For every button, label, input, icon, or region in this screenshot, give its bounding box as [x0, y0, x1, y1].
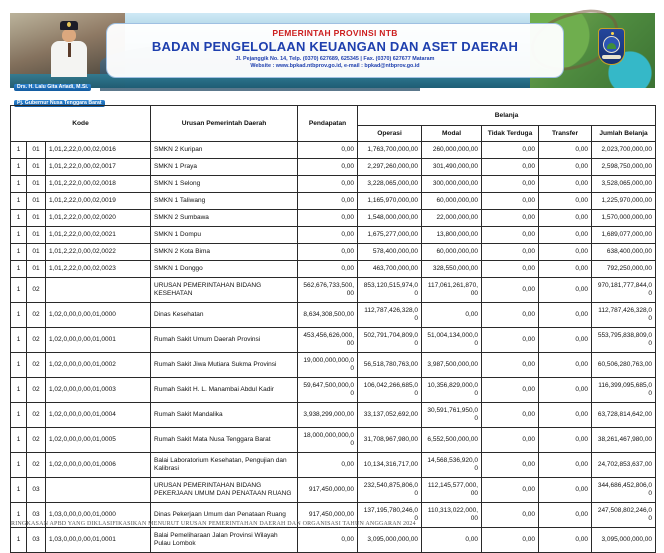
cell-tidak-terduga: 0,00: [482, 159, 539, 176]
cell-pendapatan: 917,450,000,00: [298, 503, 358, 528]
cell-bidang: 02: [27, 353, 46, 378]
governor-name: Drs. H. Lalu Gita Ariadi, M.Si.: [14, 84, 91, 91]
cell-bidang: 02: [27, 303, 46, 328]
cell-kode: 1,01,2,22,0,00,02,0023: [46, 261, 151, 278]
cell-pendapatan: 0,00: [298, 159, 358, 176]
portrait-tie: [68, 43, 71, 57]
table-row: [11, 176, 656, 193]
cell-tidak-terduga: 0,00: [482, 378, 539, 403]
cell-kode: 1,01,2,22,0,00,02,0022: [46, 244, 151, 261]
cell-jumlah-belanja: 1,689,077,000,00: [592, 227, 656, 244]
table-row: [11, 142, 656, 159]
cell-jumlah-belanja: 38,261,467,980,00: [592, 428, 656, 453]
cell-jumlah-belanja: 970,181,777,844,00: [592, 278, 656, 303]
cell-pendapatan: 562,676,733,500,00: [298, 278, 358, 303]
cell-kode: 1,02,0,00,0,00,01,0002: [46, 353, 151, 378]
emblem-dome: [607, 43, 616, 49]
table-row: [11, 403, 656, 428]
cell-modal: 328,550,000,00: [422, 261, 482, 278]
cell-no: 1: [11, 403, 27, 428]
agency-website: Website : www.bpkad.ntbprov.go.id, e-mail : bpkad@ntbprov.go.id: [250, 63, 420, 69]
cell-modal: 6,552,500,000,00: [422, 428, 482, 453]
cell-kode: 1,01,2,22,0,00,02,0020: [46, 210, 151, 227]
cell-kode: 1,01,2,22,0,00,02,0018: [46, 176, 151, 193]
header-pendapatan: Pendapatan: [298, 106, 358, 142]
cell-bidang: 01: [27, 244, 46, 261]
cell-operasi: 137,195,780,246,00: [358, 503, 422, 528]
agency-address: Jl. Pejanggik No. 14, Telp. (0370) 627689, 625345 | Fax. (0370) 627677 Mataram: [235, 56, 435, 62]
cell-operasi: 56,518,780,763,00: [358, 353, 422, 378]
cell-kode: 1,01,2,22,0,00,02,0021: [46, 227, 151, 244]
emblem-scroll: [602, 55, 621, 59]
cell-jumlah-belanja: 1,570,000,000,00: [592, 210, 656, 227]
cell-bidang: 02: [27, 453, 46, 478]
cell-no: 1: [11, 528, 27, 553]
cell-kode: 1,01,2,22,0,00,02,0017: [46, 159, 151, 176]
cell-no: 1: [11, 378, 27, 403]
cell-transfer: 0,00: [539, 278, 592, 303]
cell-tidak-terduga: 0,00: [482, 403, 539, 428]
cell-operasi: 112,787,426,328,00: [358, 303, 422, 328]
cell-transfer: 0,00: [539, 142, 592, 159]
table-row-section: [11, 278, 656, 303]
table-body: [11, 142, 656, 553]
cell-transfer: 0,00: [539, 210, 592, 227]
cell-tidak-terduga: 0,00: [482, 328, 539, 353]
cell-jumlah-belanja: 2,023,700,000,00: [592, 142, 656, 159]
cell-kode: 1,02,0,00,0,00,01,0005: [46, 428, 151, 453]
cell-kode: 1,02,0,00,0,00,01,0006: [46, 453, 151, 478]
cell-modal: 10,356,829,000,00: [422, 378, 482, 403]
table-row: [11, 227, 656, 244]
table-row: [11, 378, 656, 403]
table-row: [11, 528, 656, 553]
cell-urusan: SMKN 2 Sumbawa: [151, 210, 298, 227]
cell-operasi: 1,675,277,000,00: [358, 227, 422, 244]
cell-transfer: 0,00: [539, 378, 592, 403]
cell-operasi: 578,400,000,00: [358, 244, 422, 261]
cell-pendapatan: 59,647,500,000,00: [298, 378, 358, 403]
cell-bidang: 01: [27, 227, 46, 244]
province-title: PEMERINTAH PROVINSI NTB: [272, 28, 398, 38]
cell-urusan: URUSAN PEMERINTAHAN BIDANG KESEHATAN: [151, 278, 298, 303]
cell-operasi: 1,763,700,000,00: [358, 142, 422, 159]
cell-transfer: 0,00: [539, 176, 592, 193]
cell-bidang: 01: [27, 142, 46, 159]
table-row-section: [11, 478, 656, 503]
cell-urusan: Dinas Kesehatan: [151, 303, 298, 328]
cell-pendapatan: 0,00: [298, 176, 358, 193]
cell-transfer: 0,00: [539, 478, 592, 503]
cell-operasi: 2,297,260,000,00: [358, 159, 422, 176]
cell-jumlah-belanja: 792,250,000,00: [592, 261, 656, 278]
cell-operasi: 31,708,967,980,00: [358, 428, 422, 453]
cell-bidang: 03: [27, 528, 46, 553]
cell-no: 1: [11, 227, 27, 244]
cell-tidak-terduga: 0,00: [482, 193, 539, 210]
cell-jumlah-belanja: 344,686,452,806,00: [592, 478, 656, 503]
cell-jumlah-belanja: 112,787,426,328,00: [592, 303, 656, 328]
cell-modal: 260,000,000,00: [422, 142, 482, 159]
cell-pendapatan: 0,00: [298, 261, 358, 278]
portrait-cap-badge-icon: [67, 22, 71, 27]
cell-urusan: URUSAN PEMERINTAHAN BIDANG PEKERJAAN UMUM DAN PENATAAN RUANG: [151, 478, 298, 503]
cell-no: 1: [11, 428, 27, 453]
cell-transfer: 0,00: [539, 159, 592, 176]
cell-kode: 1,02,0,00,0,00,01,0003: [46, 378, 151, 403]
cell-modal: 112,145,577,000,00: [422, 478, 482, 503]
cell-urusan: Rumah Sakit Mandalika: [151, 403, 298, 428]
cell-no: 1: [11, 244, 27, 261]
cell-bidang: 02: [27, 428, 46, 453]
cell-jumlah-belanja: 2,598,750,000,00: [592, 159, 656, 176]
cell-urusan: Rumah Sakit Jiwa Mutiara Sukma Provinsi: [151, 353, 298, 378]
cell-bidang: 01: [27, 261, 46, 278]
cell-transfer: 0,00: [539, 503, 592, 528]
cell-kode: 1,03,0,00,0,00,01,0000: [46, 503, 151, 528]
cell-transfer: 0,00: [539, 303, 592, 328]
cell-bidang: 03: [27, 478, 46, 503]
table-row: [11, 453, 656, 478]
cell-tidak-terduga: 0,00: [482, 176, 539, 193]
portrait-face: [62, 29, 76, 42]
governor-portrait: [34, 19, 104, 77]
table-row: [11, 303, 656, 328]
governor-title: Pj. Gubernur Nusa Tenggara Barat: [14, 100, 105, 107]
letterhead-plate: [106, 23, 564, 78]
cell-modal: 117,061,261,870,00: [422, 278, 482, 303]
cell-no: 1: [11, 193, 27, 210]
cell-no: 1: [11, 478, 27, 503]
cell-jumlah-belanja: 1,225,970,000,00: [592, 193, 656, 210]
cell-jumlah-belanja: 638,400,000,00: [592, 244, 656, 261]
cell-kode: [46, 478, 151, 503]
cell-operasi: 3,228,065,000,00: [358, 176, 422, 193]
cell-operasi: 33,137,052,692,00: [358, 403, 422, 428]
cell-urusan: Balai Laboratorium Kesehatan, Pengujian dan Kalibrasi: [151, 453, 298, 478]
header-modal: Modal: [422, 126, 482, 142]
cell-modal: 22,000,000,00: [422, 210, 482, 227]
cell-operasi: 1,165,970,000,00: [358, 193, 422, 210]
cell-modal: 110,313,022,000,00: [422, 503, 482, 528]
cell-modal: 301,490,000,00: [422, 159, 482, 176]
cell-no: 1: [11, 503, 27, 528]
cell-kode: 1,03,0,00,0,00,01,0001: [46, 528, 151, 553]
cell-operasi: 10,134,316,717,00: [358, 453, 422, 478]
cell-pendapatan: 3,938,299,000,00: [298, 403, 358, 428]
budget-table: [10, 105, 656, 553]
cell-kode: [46, 278, 151, 303]
governor-caption: [14, 76, 164, 108]
cell-pendapatan: 0,00: [298, 210, 358, 227]
cell-modal: 13,800,000,00: [422, 227, 482, 244]
cell-transfer: 0,00: [539, 261, 592, 278]
ntb-emblem-icon: [598, 28, 625, 65]
letterhead-banner: [10, 13, 655, 107]
cell-operasi: 232,540,875,806,00: [358, 478, 422, 503]
cell-no: 1: [11, 210, 27, 227]
agency-title: BADAN PENGELOLAAN KEUANGAN DAN ASET DAERAH: [151, 39, 519, 54]
table-row: [11, 328, 656, 353]
cell-urusan: Balai Pemeliharaan Jalan Provinsi Wilayah Pulau Lombok: [151, 528, 298, 553]
cell-operasi: 3,095,000,000,00: [358, 528, 422, 553]
cell-no: 1: [11, 142, 27, 159]
cell-jumlah-belanja: 60,506,280,763,00: [592, 353, 656, 378]
cell-pendapatan: 0,00: [298, 227, 358, 244]
cell-tidak-terduga: 0,00: [482, 503, 539, 528]
cell-no: 1: [11, 261, 27, 278]
cell-urusan: SMKN 1 Taliwang: [151, 193, 298, 210]
cell-pendapatan: 453,456,626,000,00: [298, 328, 358, 353]
footer-note: RINGKASAN APBD YANG DIKLASIFIKASIKAN MENURUT URUSAN PEMERINTAHAN DAERAH DAN ORGANISASI TAHUN ANGGARAN 2024: [11, 521, 416, 527]
cell-operasi: 853,120,515,974,00: [358, 278, 422, 303]
cell-urusan: SMKN 2 Kuripan: [151, 142, 298, 159]
cell-no: 1: [11, 176, 27, 193]
cell-jumlah-belanja: 3,095,000,000,00: [592, 528, 656, 553]
cell-modal: 60,000,000,00: [422, 244, 482, 261]
cell-tidak-terduga: 0,00: [482, 303, 539, 328]
cell-modal: 51,004,134,000,00: [422, 328, 482, 353]
cell-transfer: 0,00: [539, 453, 592, 478]
cell-tidak-terduga: 0,00: [482, 261, 539, 278]
cell-jumlah-belanja: 116,399,095,685,00: [592, 378, 656, 403]
header-tidak-terduga: Tidak Terduga: [482, 126, 539, 142]
cell-kode: 1,01,2,22,0,00,02,0019: [46, 193, 151, 210]
cell-pendapatan: 0,00: [298, 193, 358, 210]
cell-no: 1: [11, 278, 27, 303]
cell-tidak-terduga: 0,00: [482, 244, 539, 261]
cell-urusan: Dinas Pekerjaan Umum dan Penataan Ruang: [151, 503, 298, 528]
table-row: [11, 261, 656, 278]
table-row: [11, 428, 656, 453]
cell-kode: 1,02,0,00,0,00,01,0000: [46, 303, 151, 328]
cell-jumlah-belanja: 63,728,814,642,00: [592, 403, 656, 428]
cell-jumlah-belanja: 3,528,065,000,00: [592, 176, 656, 193]
cell-tidak-terduga: 0,00: [482, 453, 539, 478]
cell-urusan: SMKN 1 Praya: [151, 159, 298, 176]
table-row: [11, 193, 656, 210]
cell-transfer: 0,00: [539, 353, 592, 378]
cell-bidang: 01: [27, 176, 46, 193]
cell-kode: 1,02,0,00,0,00,01,0004: [46, 403, 151, 428]
cell-tidak-terduga: 0,00: [482, 478, 539, 503]
cell-pendapatan: 0,00: [298, 528, 358, 553]
cell-pendapatan: 917,450,000,00: [298, 478, 358, 503]
emblem-star: [611, 32, 614, 35]
cell-tidak-terduga: 0,00: [482, 278, 539, 303]
cell-tidak-terduga: 0,00: [482, 528, 539, 553]
cell-urusan: SMKN 1 Donggo: [151, 261, 298, 278]
cell-no: 1: [11, 159, 27, 176]
cell-jumlah-belanja: 247,508,802,246,00: [592, 503, 656, 528]
cell-modal: 3,987,500,000,00: [422, 353, 482, 378]
header-belanja: Belanja: [358, 106, 656, 126]
cell-pendapatan: 18,000,000,000,00: [298, 428, 358, 453]
cell-modal: 60,000,000,00: [422, 193, 482, 210]
cell-bidang: 02: [27, 328, 46, 353]
header-urusan: Urusan Pemerintah Daerah: [151, 106, 298, 142]
header-jumlah-belanja: Jumlah Belanja: [592, 126, 656, 142]
cell-transfer: 0,00: [539, 227, 592, 244]
cell-pendapatan: 0,00: [298, 244, 358, 261]
cell-modal: 300,000,000,00: [422, 176, 482, 193]
cell-no: 1: [11, 328, 27, 353]
cell-operasi: 106,042,266,685,00: [358, 378, 422, 403]
cell-modal: 14,568,536,920,00: [422, 453, 482, 478]
cell-pendapatan: 19,000,000,000,00: [298, 353, 358, 378]
cell-urusan: Rumah Sakit H. L. Manambai Abdul Kadir: [151, 378, 298, 403]
cell-modal: 0,00: [422, 303, 482, 328]
cell-jumlah-belanja: 553,795,838,809,00: [592, 328, 656, 353]
cell-jumlah-belanja: 24,702,853,637,00: [592, 453, 656, 478]
cell-transfer: 0,00: [539, 528, 592, 553]
cell-no: 1: [11, 303, 27, 328]
cell-tidak-terduga: 0,00: [482, 428, 539, 453]
cell-tidak-terduga: 0,00: [482, 227, 539, 244]
cell-operasi: 502,791,704,809,00: [358, 328, 422, 353]
cell-pendapatan: 8,634,308,500,00: [298, 303, 358, 328]
header-operasi: Operasi: [358, 126, 422, 142]
table-row: [11, 353, 656, 378]
cell-no: 1: [11, 453, 27, 478]
cell-transfer: 0,00: [539, 244, 592, 261]
cell-urusan: Rumah Sakit Umum Daerah Provinsi: [151, 328, 298, 353]
cell-tidak-terduga: 0,00: [482, 353, 539, 378]
cell-urusan: SMKN 2 Kota Bima: [151, 244, 298, 261]
cell-kode: 1,02,0,00,0,00,01,0001: [46, 328, 151, 353]
cell-no: 1: [11, 353, 27, 378]
cell-transfer: 0,00: [539, 428, 592, 453]
cell-operasi: 463,700,000,00: [358, 261, 422, 278]
cell-transfer: 0,00: [539, 193, 592, 210]
cell-pendapatan: 0,00: [298, 453, 358, 478]
cell-transfer: 0,00: [539, 403, 592, 428]
cell-pendapatan: 0,00: [298, 142, 358, 159]
cell-transfer: 0,00: [539, 328, 592, 353]
cell-bidang: 01: [27, 159, 46, 176]
cell-bidang: 02: [27, 278, 46, 303]
cell-bidang: 03: [27, 503, 46, 528]
cell-urusan: SMKN 1 Selong: [151, 176, 298, 193]
cell-bidang: 01: [27, 210, 46, 227]
cell-tidak-terduga: 0,00: [482, 142, 539, 159]
cell-bidang: 02: [27, 403, 46, 428]
cell-kode: 1,01,2,22,0,00,02,0016: [46, 142, 151, 159]
header-kode: Kode: [11, 106, 151, 142]
cell-modal: 30,591,761,950,00: [422, 403, 482, 428]
table-row: [11, 159, 656, 176]
header-transfer: Transfer: [539, 126, 592, 142]
cell-bidang: 01: [27, 193, 46, 210]
cell-tidak-terduga: 0,00: [482, 210, 539, 227]
cell-urusan: SMKN 1 Dompu: [151, 227, 298, 244]
cell-modal: 0,00: [422, 528, 482, 553]
table-row: [11, 244, 656, 261]
table-row: [11, 210, 656, 227]
cell-urusan: Rumah Sakit Mata Nusa Tenggara Barat: [151, 428, 298, 453]
cell-operasi: 1,548,000,000,00: [358, 210, 422, 227]
cell-bidang: 02: [27, 378, 46, 403]
